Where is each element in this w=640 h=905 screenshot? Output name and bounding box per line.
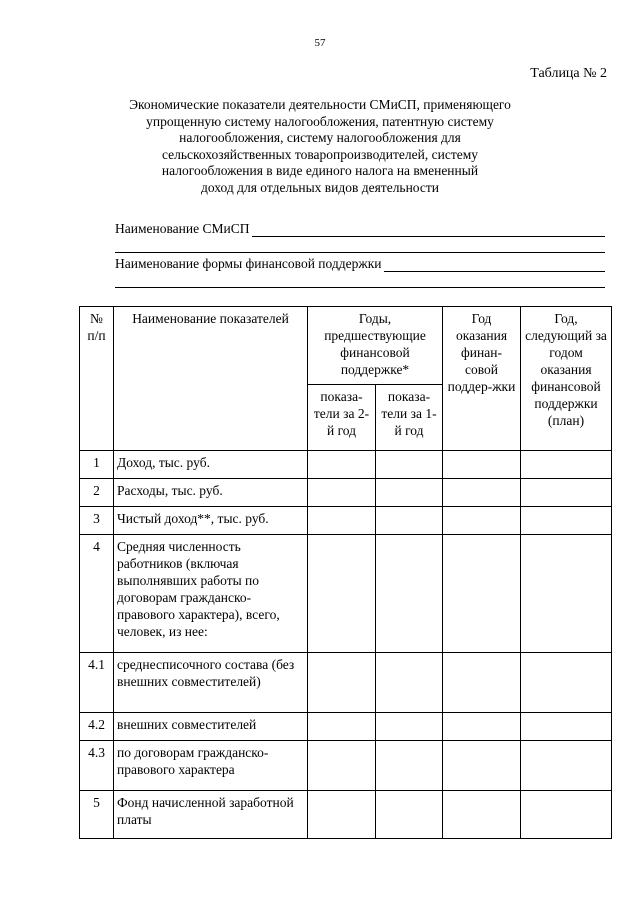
value-cell[interactable] <box>308 479 376 507</box>
value-cell[interactable] <box>308 653 376 713</box>
value-cell[interactable] <box>443 791 521 839</box>
row-num: 4.2 <box>80 713 114 741</box>
value-cell[interactable] <box>376 535 443 653</box>
table-row <box>80 451 612 479</box>
smisp-name-field <box>115 221 605 237</box>
value-cell[interactable] <box>443 479 521 507</box>
value-cell[interactable] <box>521 713 612 741</box>
value-cell[interactable] <box>376 713 443 741</box>
value-cell[interactable] <box>376 791 443 839</box>
value-cell[interactable] <box>443 535 521 653</box>
value-cell[interactable] <box>443 741 521 791</box>
value-cell[interactable] <box>443 713 521 741</box>
header-year-support: Год оказания финан-совой поддер-жки <box>443 307 521 451</box>
value-cell[interactable] <box>521 451 612 479</box>
value-cell[interactable] <box>376 741 443 791</box>
value-cell[interactable] <box>521 741 612 791</box>
value-cell[interactable] <box>308 741 376 791</box>
value-cell[interactable] <box>308 713 376 741</box>
row-num: 1 <box>80 451 114 479</box>
header-year-next: Год, следующий за годом оказания финансовой поддержки (план) <box>521 307 612 451</box>
value-cell[interactable] <box>521 791 612 839</box>
row-name: Расходы, тыс. руб. <box>114 479 308 507</box>
table-row <box>80 791 612 839</box>
value-cell[interactable] <box>376 507 443 535</box>
row-num: 5 <box>80 791 114 839</box>
header-num: № п/п <box>80 307 114 451</box>
row-name: по договорам гражданско-правового характера <box>114 741 308 791</box>
value-cell[interactable] <box>376 653 443 713</box>
header-year-1: показа-тели за 1-й год <box>376 385 443 451</box>
row-name: внешних совместителей <box>114 713 308 741</box>
value-cell[interactable] <box>308 535 376 653</box>
title-line: налогообложения в виде единого налога на вмененный <box>161 163 479 178</box>
row-num: 4.3 <box>80 741 114 791</box>
support-form-field <box>115 256 605 272</box>
support-form-label: Наименование формы финансовой поддержки <box>115 256 382 271</box>
row-name: Средняя численность работников (включая выполнявших работы по договорам гражданско-правового характера), всего, человек, из нее: <box>114 535 308 653</box>
table-row <box>80 653 612 713</box>
value-cell[interactable] <box>376 479 443 507</box>
title-line: налогообложения, систему налогообложения для <box>179 130 461 145</box>
table-row <box>80 535 612 653</box>
row-name: среднесписочного состава (без внешних совместителей) <box>114 653 308 713</box>
header-years-before: Годы, предшествующие финансовой поддержке* <box>308 307 443 385</box>
title-line: доход для отдельных видов деятельности <box>200 179 440 195</box>
document-title <box>110 97 530 196</box>
support-form-blank-line[interactable] <box>115 287 605 288</box>
value-cell[interactable] <box>308 507 376 535</box>
row-name: Фонд начисленной заработной платы <box>114 791 308 839</box>
header-indicator: Наименование показателей <box>114 307 308 451</box>
table-label: Таблица № 2 <box>530 66 607 81</box>
table-row <box>80 741 612 791</box>
row-num: 3 <box>80 507 114 535</box>
value-cell[interactable] <box>443 653 521 713</box>
smisp-name-blank-line[interactable] <box>115 252 605 253</box>
support-form-blank[interactable] <box>384 259 605 272</box>
value-cell[interactable] <box>521 479 612 507</box>
value-cell[interactable] <box>521 535 612 653</box>
row-num: 2 <box>80 479 114 507</box>
table-row <box>80 713 612 741</box>
table-row <box>80 479 612 507</box>
row-name: Чистый доход**, тыс. руб. <box>114 507 308 535</box>
value-cell[interactable] <box>308 451 376 479</box>
row-name: Доход, тыс. руб. <box>114 451 308 479</box>
indicators-table <box>79 306 612 839</box>
title-line: сельскохозяйственных товаропроизводителей, систему <box>161 146 479 162</box>
title-line: упрощенную систему налогообложения, патентную систему <box>146 113 494 129</box>
smisp-name-blank[interactable] <box>252 224 605 237</box>
title-line: Экономические показатели деятельности СМиСП, применяющего <box>129 97 511 112</box>
value-cell[interactable] <box>443 451 521 479</box>
row-num: 4 <box>80 535 114 653</box>
value-cell[interactable] <box>521 507 612 535</box>
value-cell[interactable] <box>521 653 612 713</box>
row-num: 4.1 <box>80 653 114 713</box>
value-cell[interactable] <box>376 451 443 479</box>
smisp-name-label: Наименование СМиСП <box>115 221 250 236</box>
value-cell[interactable] <box>443 507 521 535</box>
header-year-2: показа-тели за 2-й год <box>308 385 376 451</box>
value-cell[interactable] <box>308 791 376 839</box>
page-number: 57 <box>314 37 326 49</box>
table-row <box>80 507 612 535</box>
